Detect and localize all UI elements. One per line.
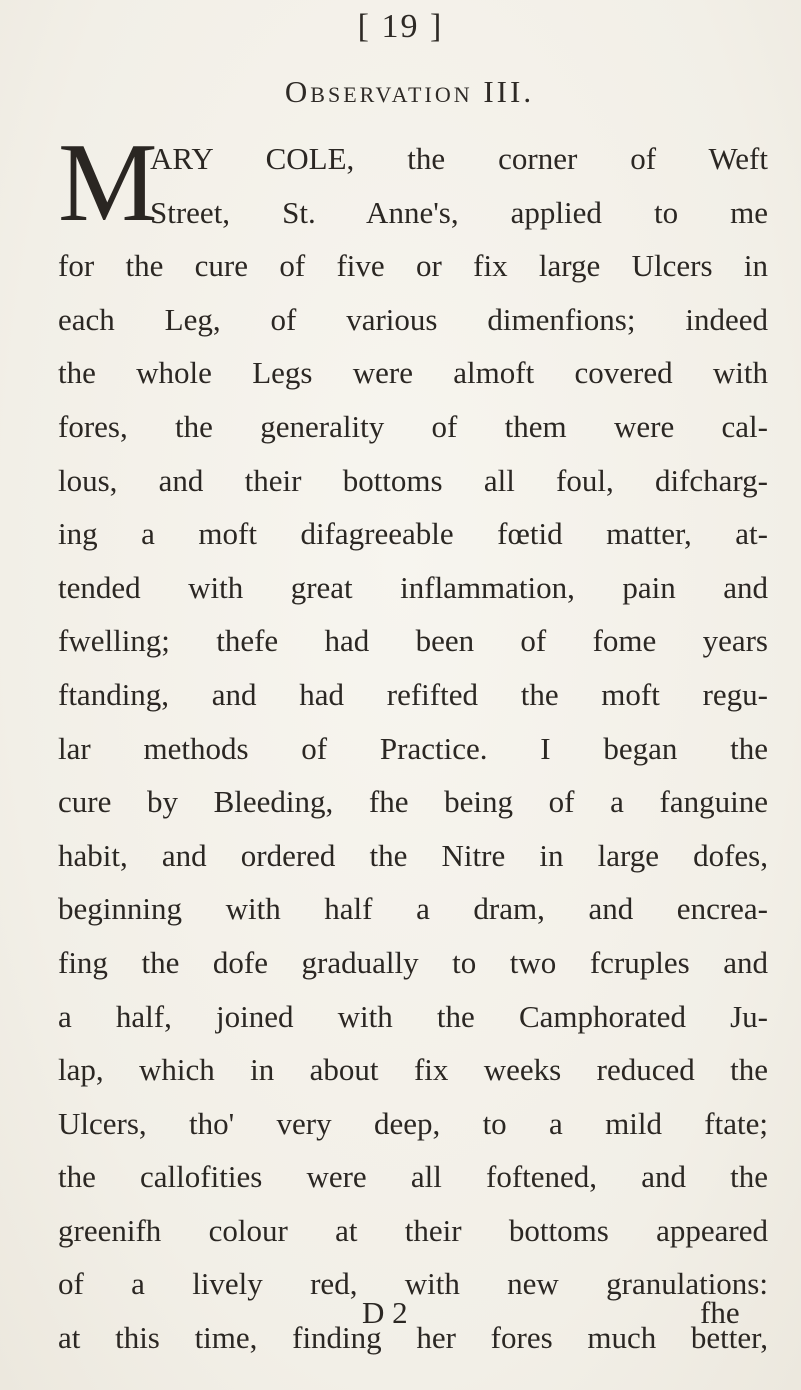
drop-cap-letter: M bbox=[58, 121, 158, 245]
text-line-14: habit, and ordered the Nitre in large dofes, bbox=[58, 837, 768, 873]
signature-mark: D 2 bbox=[362, 1295, 408, 1330]
line-text: ARY COLE, the corner of Weft bbox=[150, 141, 768, 176]
text-line-20: the callofities were all foftened, and the bbox=[58, 1159, 768, 1195]
text-line-10: fwelling; thefe had been of fome years bbox=[58, 623, 768, 659]
page-number: [ 19 ] bbox=[357, 8, 444, 45]
text-line-7: lous, and their bottoms all foul, difcharg- bbox=[58, 462, 768, 498]
text-line-17: a half, joined with the Camphorated Ju- bbox=[58, 998, 768, 1034]
text-line-9: tended with great inflammation, pain and bbox=[58, 569, 768, 605]
text-line-13: cure by Bleeding, fhe being of a fanguine bbox=[58, 784, 768, 820]
catchword: fhe bbox=[700, 1295, 740, 1330]
text-line-12: lar methods of Practice. I began the bbox=[58, 730, 768, 766]
text-line-4: each Leg, of various dimenfions; indeed bbox=[58, 301, 768, 337]
text-line-16: fing the dofe gradually to two fcruples and bbox=[58, 944, 768, 980]
text-line-18: lap, which in about fix weeks reduced the bbox=[58, 1052, 768, 1088]
observation-heading: Observation III. bbox=[284, 74, 535, 109]
text-line-15: beginning with half a dram, and encrea- bbox=[58, 891, 768, 927]
text-line-19: Ulcers, tho' very deep, to a mild ftate; bbox=[58, 1105, 768, 1141]
text-line-23: at this time, finding her fores much better, bbox=[58, 1320, 768, 1356]
text-line-2: Street, St. Anne's, applied to me bbox=[150, 194, 768, 230]
page-footer bbox=[0, 1295, 801, 1335]
text-line-5: the whole Legs were almoft covered with bbox=[58, 355, 768, 391]
text-line-3: for the cure of five or fix large Ulcers in bbox=[58, 248, 768, 284]
text-line-11: ftanding, and had refifted the moft regu- bbox=[58, 676, 768, 712]
text-line-8: ing a moft difagreeable fœtid matter, at- bbox=[58, 516, 768, 552]
text-line-22: of a lively red, with new granulations: bbox=[58, 1266, 768, 1302]
text-line-6: fores, the generality of them were cal- bbox=[58, 408, 768, 444]
body-paragraph bbox=[58, 121, 768, 1365]
text-line-21: greenifh colour at their bottoms appeared bbox=[58, 1212, 768, 1248]
